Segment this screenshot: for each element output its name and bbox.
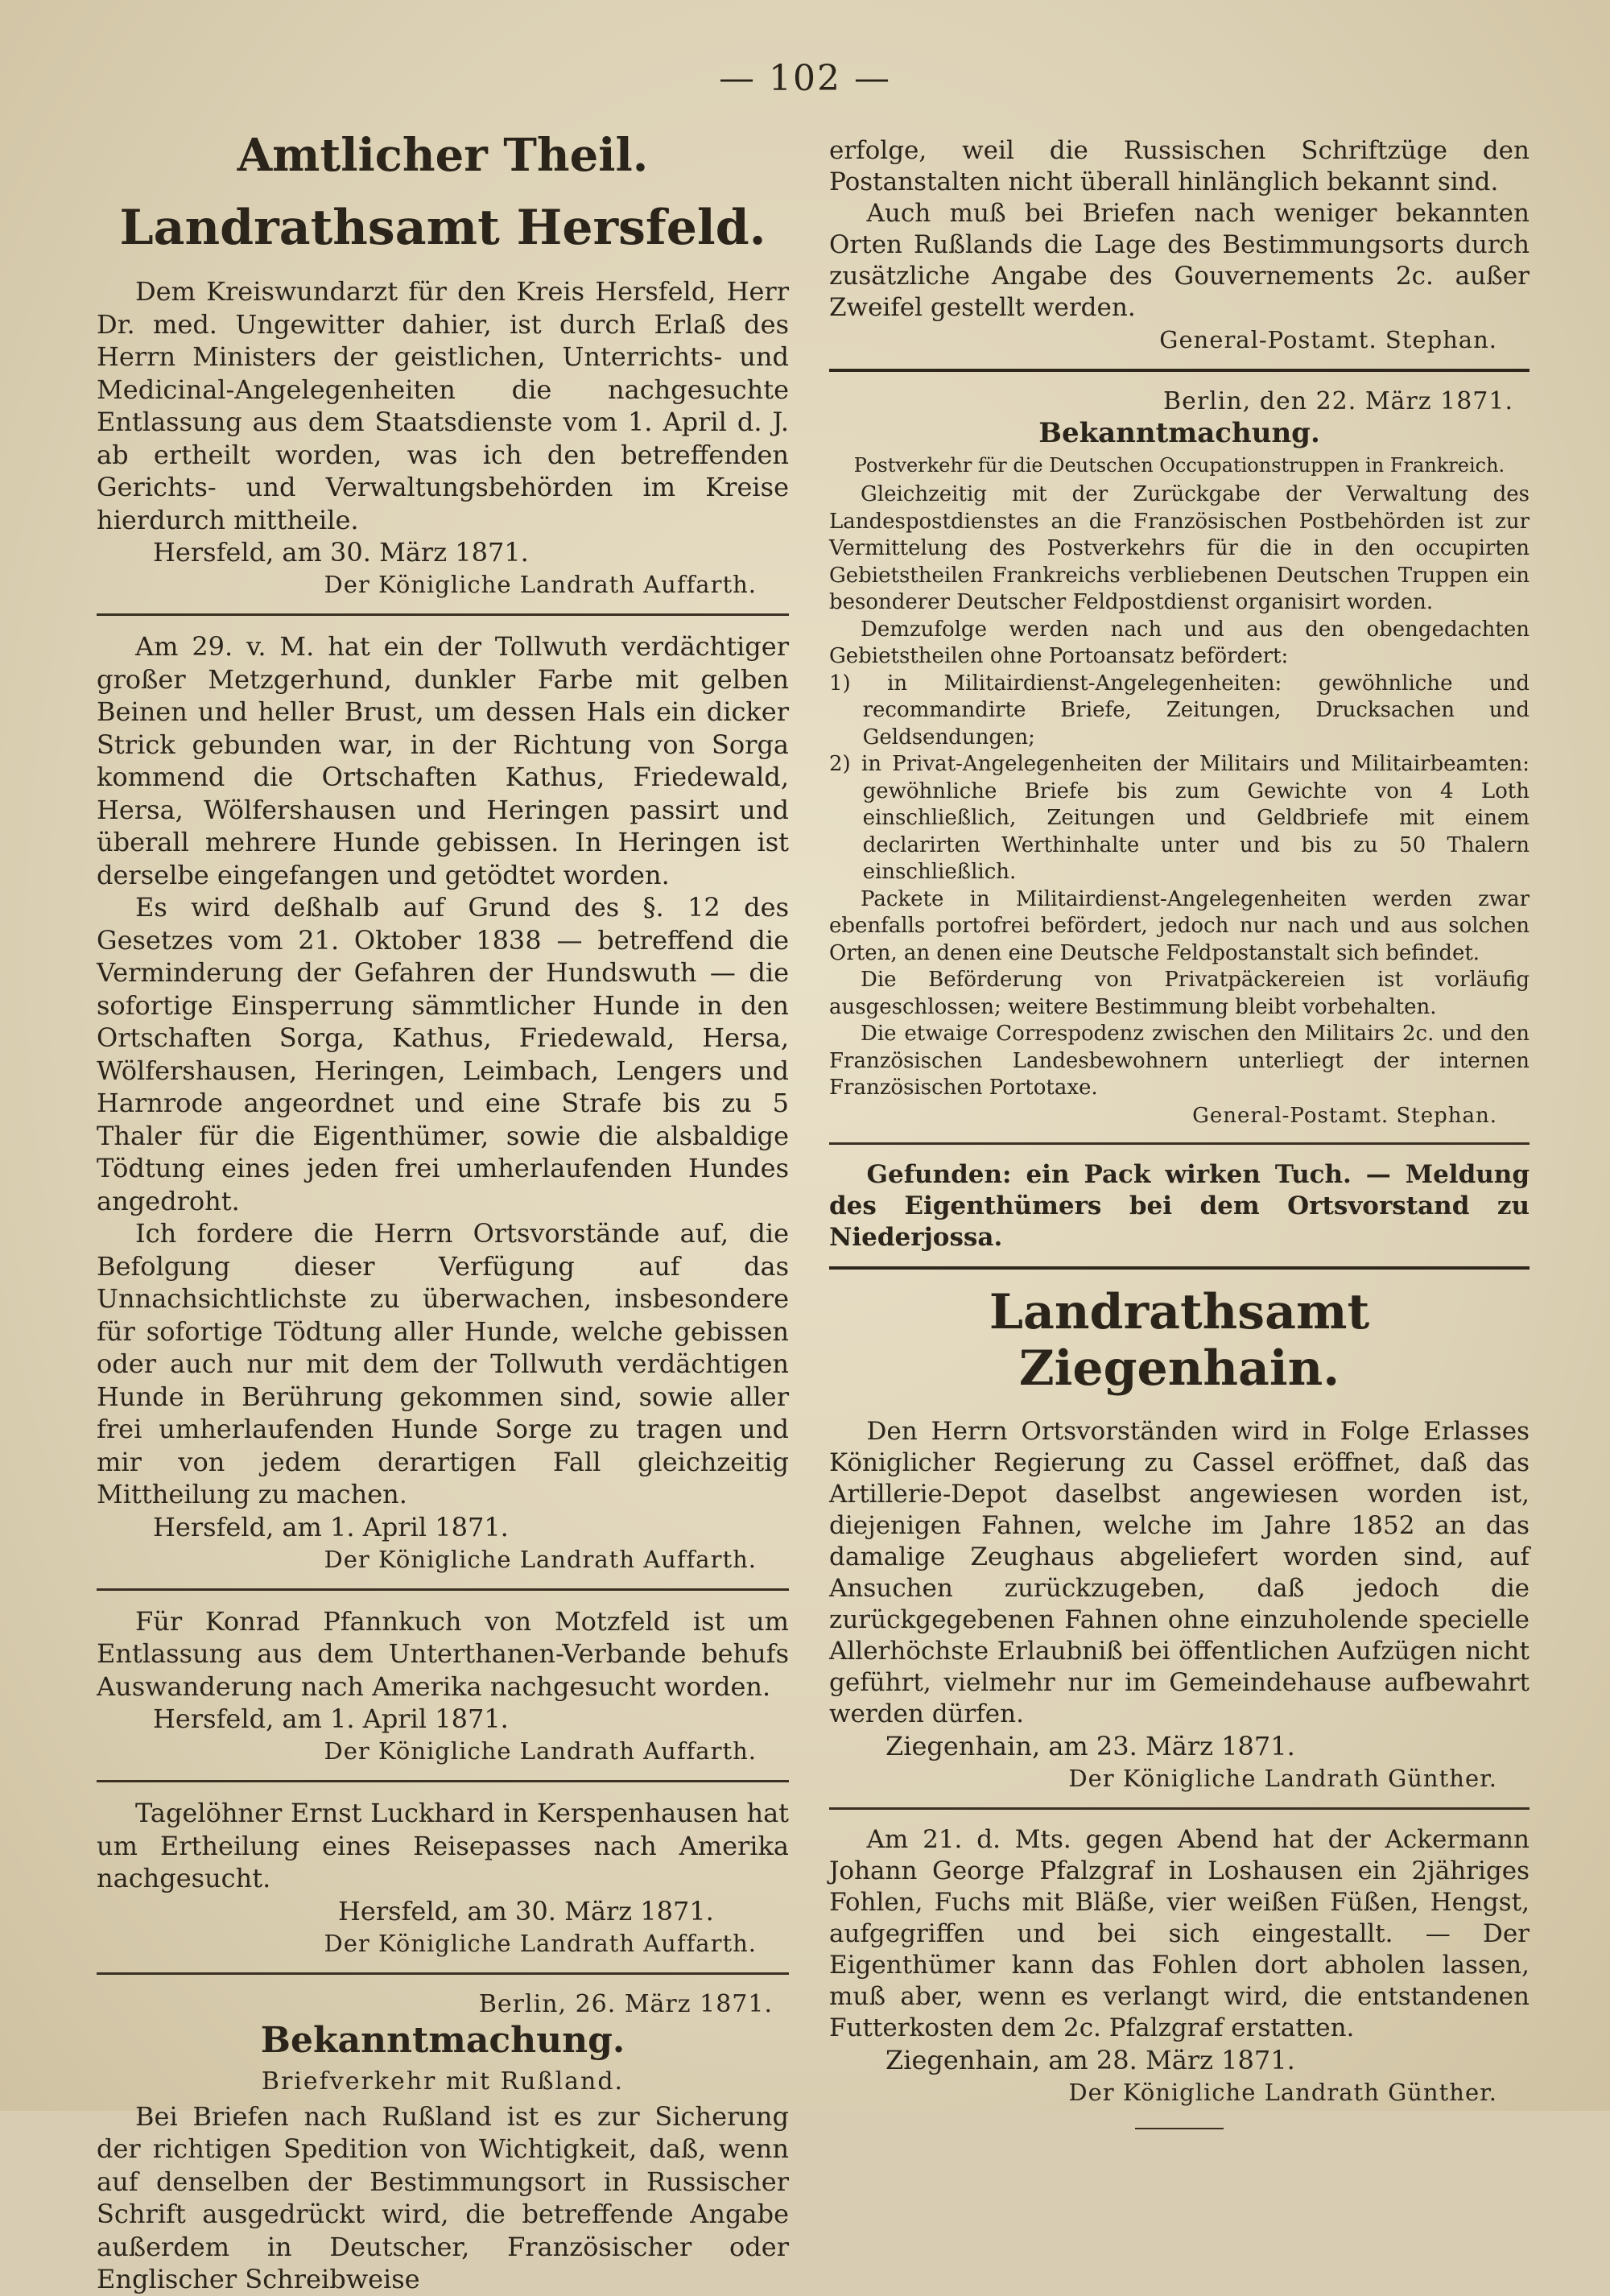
notice-field-post <box>829 386 1530 1129</box>
notice-paragraph: Demzufolge werden nach und aus den obengedachten Gebietstheilen ohne Portoansatz befördert: <box>829 617 1530 668</box>
notice-signature: Der Königliche Landrath Auffarth. <box>324 571 757 598</box>
notice-emigration <box>97 1605 789 1768</box>
notice-paragraph: Auch muß bei Briefen nach weniger bekannten Orten Rußlands die Lage des Bestimmungsorts durch zusätzliche Angabe des Gouvernements 2c. außer Zweifel gestellt werden. <box>829 199 1530 322</box>
right-column <box>829 135 1530 2129</box>
notice-signature: General-Postamt. Stephan. <box>1192 1103 1497 1128</box>
notice-text: Bei Briefen nach Rußland ist es zur Sicherung der richtigen Spedition von Wichtigkeit, daß, wenn auf denselben der Bestimmungsort in Russischer Schrift ausgedrückt wird, die betreffende Angabe außerdem in Deutscher, Französischer oder Englischer Schreibweise <box>97 2100 789 2294</box>
divider <box>97 613 789 616</box>
divider <box>97 1972 789 1975</box>
divider <box>829 1142 1530 1145</box>
divider <box>829 1266 1530 1270</box>
notice-russia-mail <box>97 1989 789 2296</box>
left-column <box>97 129 789 2296</box>
section-heading-official: Amtlicher Theil. <box>237 129 649 182</box>
notice-signature: Der Königliche Landrath Auffarth. <box>324 1737 757 1765</box>
notice-place-date: Hersfeld, am 30. März 1871. <box>338 1895 714 1926</box>
notice-passport <box>97 1797 789 1959</box>
divider <box>97 1780 789 1782</box>
notice-paragraph: Die Beförderung von Privatpäckereien ist vorläufig ausgeschlossen; weitere Bestimmung bleibt vorbehalten. <box>829 968 1530 1019</box>
notice-signature: Der Königliche Landrath Günther. <box>1068 1764 1497 1792</box>
notice-signature: Der Königliche Landrath Günther. <box>1068 2078 1497 2106</box>
divider <box>829 369 1530 372</box>
notice-text: Den Herrn Ortsvorständen wird in Folge Erlasses Königlicher Regierung zu Cassel eröffnet, daß das Artillerie-Depot daselbst angewiesen worden ist, diejenigen Fahnen, welche im Jahre 1852 an das damalige Zeughaus abgeliefert worden sind, auf Ansuchen zurückzugeben, daß jedoch die zurückgegebenen Fahnen ohne einzuholende specielle Allerhöchste Erlaubniß bei öffentlichen Aufzügen nicht geführt, vielmehr nur im Gemeindehause aufbewahrt werden dürfen. <box>829 1416 1530 1728</box>
office-heading-hersfeld: Landrathsamt Hersfeld. <box>119 200 766 256</box>
notice-place-date: Ziegenhain, am 28. März 1871. <box>886 2044 1295 2075</box>
notice-paragraph: Packete in Militairdienst-Angelegenheiten werden zwar ebenfalls portofrei befördert, jedoch nur nach und aus solchen Orten, an denen eine Deutsche Feldpostanstalt sich befindet. <box>829 886 1530 965</box>
notice-subtitle: Postverkehr für die Deutschen Occupationstruppen in Frankreich. <box>853 454 1505 477</box>
notice-paragraph: Es wird deßhalb auf Grund des §. 12 des Gesetzes vom 21. Oktober 1838 — betreffend die Verminderung der Gefahren der Hundswuth — die sofortige Einsperrung sämmtlicher Hunde in den Ortschaften Sorga, Kathus, Friedewald, Hersa, Wölfershausen, Heringen, Leimbach, Lengers und Harnrode angeordnet und eine Strafe bis zu 5 Thaler für die Eigenthümer, sowie die alsbaldige Tödtung eines jeden frei umherlaufenden Hundes angedroht. <box>97 892 789 1216</box>
divider <box>829 1807 1530 1810</box>
notice-dateline: Berlin, den 22. März 1871. <box>1163 387 1513 415</box>
notice-signature: Der Königliche Landrath Auffarth. <box>324 1929 757 1957</box>
page-number: — 102 — <box>719 58 891 99</box>
notice-foal <box>829 1824 1530 2108</box>
notice-signature: Der Königliche Landrath Auffarth. <box>324 1545 757 1573</box>
notice-place-date: Hersfeld, am 30. März 1871. <box>153 537 529 568</box>
notice-signature: General-Postamt. Stephan. <box>1159 326 1497 353</box>
notice-text: Tagelöhner Ernst Luckhard in Kerspenhausen hat um Ertheilung eines Reisepasses nach Amerika nachgesucht. <box>97 1798 789 1893</box>
found-item-notice: Gefunden: ein Pack wirken Tuch. — Meldung des Eigenthümers bei dem Ortsvorstand zu Niederjossa. <box>829 1159 1530 1252</box>
notice-text: Für Konrad Pfannkuch von Motzfeld ist um Entlassung aus dem Unterthanen-Verbande behufs Auswanderung nach Amerika nachgesucht worden. <box>97 1605 789 1702</box>
notice-paragraph: erfolge, weil die Russischen Schriftzüge den Postanstalten nicht überall hinlänglich bekannt sind. <box>829 136 1530 196</box>
notice-subtitle: Briefverkehr mit Rußland. <box>261 2067 625 2096</box>
notice-paragraph: Die etwaige Correspodenz zwischen den Militairs 2c. und den Französischen Landesbewohnern unterliegt der internen Französischen Portotaxe. <box>829 1022 1530 1100</box>
notice-place-date: Ziegenhain, am 23. März 1871. <box>886 1730 1295 1761</box>
notice-paragraph: Am 29. v. M. hat ein der Tollwuth verdächtiger großer Metzgerhund, dunkler Farbe mit gelben Beinen und heller Brust, um dessen Hals ein dicker Strick gebunden war, in der Richtung von Sorga kommend die Ortschaften Kathus, Friedewald, Hersa, Wölfershausen und Heringen passirt und überall mehrere Hunde gebissen. In Heringen ist derselbe eingefangen und getödtet worden. <box>97 631 789 890</box>
notice-place-date: Hersfeld, am 1. April 1871. <box>153 1511 509 1542</box>
notice-dismissal <box>97 275 789 601</box>
notice-dateline: Berlin, 26. März 1871. <box>478 1989 773 2018</box>
notice-title: Bekanntmachung. <box>260 2019 625 2061</box>
notice-title: Bekanntmachung. <box>1038 417 1320 449</box>
notice-text: Am 21. d. Mts. gegen Abend hat der Ackermann Johann George Pfalzgraf in Loshausen ein 2jähriges Fohlen, Fuchs mit Bläße, vier weißen Füßen, Hengst, aufgegriffen und bei sich eingestallt. — Der Eigenthümer kann das Fohlen dort abholen lassen, muß aber, wenn es verlangt wird, die entstandenen Futterkosten dem 2c. Pfalzgraf erstatten. <box>829 1824 1530 2042</box>
notice-paragraph: Gleichzeitig mit der Zurückgabe der Verwaltung des Landespostdienstes an die Französischen Postbehörden ist zur Vermittelung des Postverkehrs für die in den occupirten Gebietstheilen Frankreichs verbliebenen Deutschen Truppen ein besonderer Deutscher Feldpostdienst organisirt worden. <box>829 482 1530 614</box>
notice-list-item: 2) in Privat-Angelegenheiten der Militairs und Militairbeamten: gewöhnliche Briefe bis zum Gewichte von 4 Loth einschließlich, Zeitungen und Geldbriefe mit einem declarirten Werthinhalte unter und bis zu 50 Thalern einschließlich. <box>829 752 1530 884</box>
notice-place-date: Hersfeld, am 1. April 1871. <box>153 1703 509 1734</box>
notice-text: Dem Kreiswundarzt für den Kreis Hersfeld, Herr Dr. med. Ungewitter dahier, ist durch Erlaß des Herrn Ministers der geistlichen, Unterrichts- und Medicinal-Angelegenheiten die nachgesuchte Entlassung aus dem Staatsdienste vom 1. April d. J. ab ertheilt worden, was ich den betreffenden Gerichts- und Verwaltungsbehörden im Kreise hierdurch mittheile. <box>97 276 789 535</box>
divider <box>97 1588 789 1591</box>
notice-rabies <box>97 630 789 1575</box>
notice-list-item: 1) in Militairdienst-Angelegenheiten: gewöhnliche und recommandirte Briefe, Zeitungen, Drucksachen und Geldsendungen; <box>829 671 1530 750</box>
office-heading-ziegenhain: Landrathsamt Ziegenhain. <box>989 1283 1370 1397</box>
notice-flags <box>829 1416 1530 1794</box>
end-divider <box>1135 2128 1224 2129</box>
notice-paragraph: Ich fordere die Herrn Ortsvorstände auf, die Befolgung dieser Verfügung auf das Unnachsichtlichste zu überwachen, insbesondere für sofortige Tödtung aller Hunde, welche gebissen oder auch nur mit dem der Tollwuth verdächtigen Hunde in Berührung gekommen sind, sowie aller frei umherlaufenden Hunde Sorge zu tragen und mir von jedem derartigen Fall gleichzeitig Mittheilung zu machen. <box>97 1218 789 1509</box>
notice-russia-mail-continued <box>829 135 1530 356</box>
